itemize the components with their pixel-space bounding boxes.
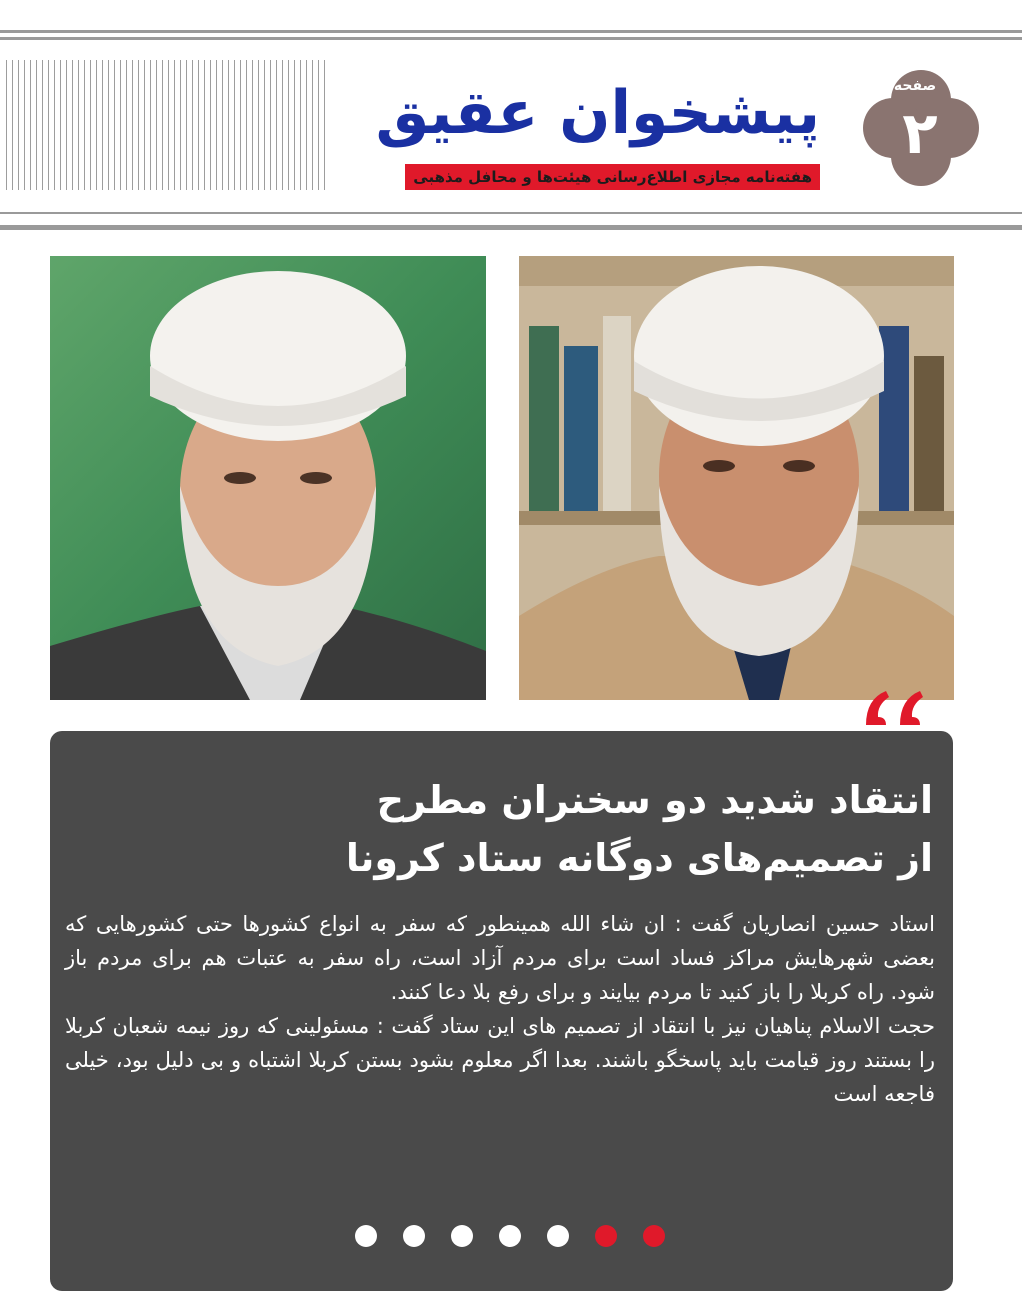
portrait-right [519, 256, 954, 700]
headline-line-1: انتقاد شدید دو سخنران مطرح [376, 778, 933, 822]
masthead [350, 60, 820, 210]
masthead-title: پیشخوان عقیق [375, 78, 820, 148]
page-number: ۲ [902, 99, 938, 167]
bottom-rule [0, 212, 1022, 230]
top-rule [0, 30, 1022, 40]
headline-line-2: از تصمیم‌های دوگانه ستاد کرونا [345, 836, 933, 880]
pagination-dot-active[interactable] [643, 1225, 665, 1247]
portrait-left [50, 256, 486, 700]
article-panel [50, 731, 953, 1291]
hatch-pattern [6, 60, 328, 190]
article-paragraph-2: حجت الاسلام پناهیان نیز با انتقاد از تصمیم های این ستاد گفت : مسئولینی که روز نیمه شعبان کربلا را بستند روز قیامت باید پاسخگو باشند. بعدا اگر معلوم بشود بستن کربلا اشتباه و بی دلیل بود، خیلی فاجعه است [65, 1014, 935, 1106]
article-paragraph-1: استاد حسین انصاریان گفت : ان شاء الله همینطور که سفر به انواع کشورها حتی کشورهایی که بعضی شهرهایش مراکز فساد است برای مردم آزاد است، راه سفر به عتبات هم برای مردم باز شود. راه کربلا را باز کنید تا مردم بیایند و برای رفع بلا دعا کنند. [65, 912, 935, 1004]
page-label: صفحه [893, 78, 937, 94]
pagination-dot[interactable] [403, 1225, 425, 1247]
masthead-subtitle: هفته‌نامه مجازی اطلاع‌رسانی هیئت‌ها و محافل مذهبی [405, 164, 820, 190]
pagination-dot[interactable] [451, 1225, 473, 1247]
article-body [65, 907, 935, 1111]
page-badge [860, 66, 982, 190]
pagination-dots [355, 1225, 665, 1249]
pagination-dot[interactable] [547, 1225, 569, 1247]
pagination-dot-active[interactable] [595, 1225, 617, 1247]
pagination-dot[interactable] [355, 1225, 377, 1247]
article-headline [73, 771, 933, 887]
pagination-dot[interactable] [499, 1225, 521, 1247]
